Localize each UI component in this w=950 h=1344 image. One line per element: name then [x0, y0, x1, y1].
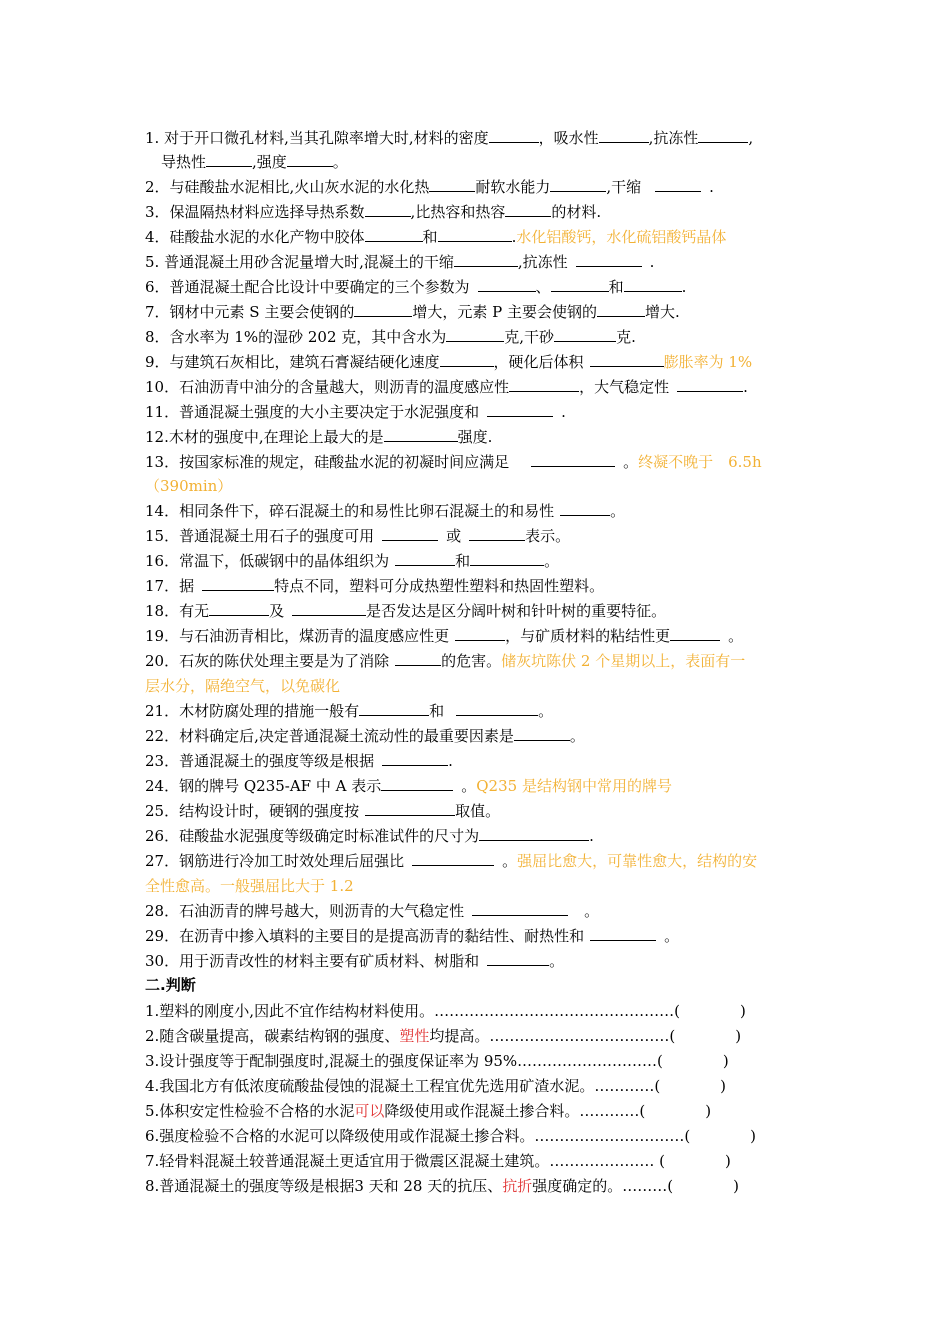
answer-blank[interactable]	[576, 253, 642, 267]
question-25: 25．结构设计时，硬钢的强度按 取值。	[145, 802, 501, 820]
answer-blank[interactable]	[287, 153, 333, 167]
answer-blank[interactable]	[550, 178, 606, 192]
answer-blank[interactable]	[670, 627, 720, 641]
question-10: 10．石油沥青中油分的含量越大，则沥青的温度感应性 ，大气稳定性 .	[145, 378, 748, 396]
answer-note: 储灰坑陈伏 2 个星期以上，表面有一	[501, 652, 746, 670]
question-20: 20．石灰的陈伏处理主要是为了消除 的危害。储灰坑陈伏 2 个星期以上，表面有一	[145, 652, 746, 670]
answer-note: 膨胀率为 1%	[663, 353, 753, 371]
question-13: 13．按国家标准的规定，硅酸盐水泥的初凝时间应满足 。终凝不晚于 6.5h	[145, 453, 762, 471]
answer-note: 层水分，隔绝空气，以免碳化	[145, 677, 341, 695]
answer-note: （390min）	[145, 477, 233, 495]
judge-item: 7.轻骨料混凝土较普通混凝土更适宜用于微震区混凝土建筑。………………… ( )	[145, 1152, 731, 1170]
question-26: 26．硅酸盐水泥强度等级确定时标准试件的尺寸为 .	[145, 827, 594, 845]
answer-blank[interactable]	[472, 902, 568, 916]
answer-blank[interactable]	[365, 228, 423, 242]
judge-item: 8.普通混凝土的强度等级是根据3 天和 28 天的抗压、抗折强度确定的。………( )	[145, 1177, 739, 1195]
question-28: 28．石油沥青的牌号越大，则沥青的大气稳定性 。	[145, 902, 600, 920]
question-3: 3．保温隔热材料应选择导热系数 ,比热容和热容 的材料.	[145, 203, 602, 221]
answer-blank[interactable]	[365, 802, 455, 816]
question-11: 11．普通混凝土强度的大小主要决定于水泥强度和 .	[145, 403, 566, 421]
question-4: 4．硅酸盐水泥的水化产物中胶体 和 .水化铝酸钙，水化硫铝酸钙晶体	[145, 228, 727, 246]
question-29: 29．在沥青中掺入填料的主要目的是提高沥青的黏结性、耐热性和 。	[145, 927, 680, 945]
answer-blank[interactable]	[531, 453, 615, 467]
answer-note: 水化铝酸钙，水化硫铝酸钙晶体	[516, 228, 727, 246]
answer-blank[interactable]	[202, 577, 274, 591]
answer-parenthesis[interactable]: ( )	[669, 1027, 742, 1045]
question-19: 19．与石油沥青相比，煤沥青的温度感应性更 ，与矿质材料的粘结性更 。	[145, 627, 744, 645]
judge-item: 5.体积安定性检验不合格的水泥可以降级使用或作混凝土掺合料。…………( )	[145, 1102, 712, 1120]
question-2: 2．与硅酸盐水泥相比,火山灰水泥的水化热 耐软水能力 ,干缩 .	[145, 178, 714, 196]
answer-blank[interactable]	[624, 278, 682, 292]
answer-blank[interactable]	[206, 153, 252, 167]
answer-blank[interactable]	[395, 552, 455, 566]
answer-blank[interactable]	[429, 178, 475, 192]
answer-parenthesis[interactable]: ( )	[674, 1002, 746, 1020]
answer-blank[interactable]	[590, 353, 664, 367]
question-17: 17．据 特点不同，塑料可分成热塑性塑料和热固性塑料。	[145, 577, 605, 595]
answer-blank[interactable]	[487, 952, 549, 966]
judge-item: 3.设计强度等于配制强度时,混凝土的强度保证率为 95%.………………………( )	[145, 1052, 729, 1070]
answer-blank[interactable]	[382, 527, 438, 541]
answer-parenthesis[interactable]: ( )	[639, 1102, 712, 1120]
answer-blank[interactable]	[698, 129, 748, 143]
answer-blank[interactable]	[478, 278, 536, 292]
answer-note: Q235 是结构钢中常用的牌号	[476, 777, 672, 795]
judge-item: 2.随含碳量提高，碳素结构钢的强度、塑性均提高。………………………………( )	[145, 1027, 742, 1045]
question-15: 15．普通混凝土用石子的强度可用 或 表示。	[145, 527, 571, 545]
question-12: 12.木材的强度中,在理论上最大的是 强度.	[145, 428, 493, 446]
question-1-continued: 导热性 ,强度 。	[161, 153, 348, 171]
question-21: 21．木材防腐处理的措施一般有 和 。	[145, 702, 554, 720]
question-6: 6．普通混凝土配合比设计中要确定的三个参数为 、 和 .	[145, 278, 687, 296]
answer-note: 强屈比愈大，可靠性愈大，结构的安	[517, 852, 758, 870]
question-18: 18．有无 及 是否发达是区分阔叶树和针叶树的重要特征。	[145, 602, 667, 620]
answer-blank[interactable]	[395, 652, 441, 666]
answer-parenthesis[interactable]: ( )	[684, 1127, 757, 1145]
answer-blank[interactable]	[554, 328, 616, 342]
answer-blank[interactable]	[599, 129, 649, 143]
answer-blank[interactable]	[292, 602, 366, 616]
answer-blank[interactable]	[560, 502, 610, 516]
question-1: 1. 对于开口微孔材料,当其孔隙率增大时,材料的密度 ，吸水性 ,抗冻性 ,	[145, 129, 754, 147]
question-5: 5. 普通混凝土用砂含泥量增大时,混凝土的干缩 ,抗冻性 .	[145, 253, 655, 271]
answer-blank[interactable]	[382, 752, 448, 766]
question-24: 24．钢的牌号 Q235-AF 中 A 表示 。Q235 是结构钢中常用的牌号	[145, 777, 672, 795]
answer-blank[interactable]	[454, 253, 518, 267]
question-22: 22．材料确定后,决定普通混凝土流动性的最重要因素是 。	[145, 727, 585, 745]
section-heading: 二.判断	[145, 976, 196, 994]
answer-blank[interactable]	[551, 278, 609, 292]
question-30: 30．用于沥青改性的材料主要有矿质材料、树脂和 。	[145, 952, 565, 970]
answer-blank[interactable]	[412, 852, 494, 866]
question-9: 9．与建筑石灰相比，建筑石膏凝结硬化速度 ，硬化后体积 膨胀率为 1%	[145, 353, 753, 371]
question-7: 7．钢材中元素 S 主要会使钢的 增大，元素 P 主要会使钢的 增大.	[145, 303, 680, 321]
answer-blank[interactable]	[469, 527, 525, 541]
answer-blank[interactable]	[209, 602, 269, 616]
answer-blank[interactable]	[489, 129, 539, 143]
answer-blank[interactable]	[359, 702, 429, 716]
answer-blank[interactable]	[365, 203, 411, 217]
answer-blank[interactable]	[440, 353, 494, 367]
question-27-continued	[145, 877, 354, 895]
question-27: 27．钢筋进行冷加工时效处理后屈强比 。强屈比愈大，可靠性愈大，结构的安	[145, 852, 758, 870]
answer-blank[interactable]	[514, 727, 570, 741]
answer-blank[interactable]	[438, 228, 512, 242]
question-14: 14．相同条件下，碎石混凝土的和易性比卵石混凝土的和易性 。	[145, 502, 626, 520]
answer-blank[interactable]	[446, 328, 504, 342]
judge-item: 1.塑料的刚度小,因此不宜作结构材料使用。…………………………………………( )	[145, 1002, 746, 1020]
answer-parenthesis[interactable]: ( )	[656, 1052, 729, 1070]
answer-blank[interactable]	[354, 303, 412, 317]
answer-blank[interactable]	[505, 203, 551, 217]
question-16: 16．常温下，低碳钢中的晶体组织为 和 。	[145, 552, 560, 570]
question-20-continued	[145, 677, 340, 695]
answer-blank[interactable]	[509, 378, 579, 392]
question-8: 8．含水率为 1%的湿砂 202 克，其中含水为 克,干砂 克.	[145, 328, 636, 346]
answer-blank[interactable]	[479, 827, 589, 841]
answer-blank[interactable]	[381, 777, 453, 791]
answer-parenthesis[interactable]: ( )	[667, 1177, 739, 1195]
answer-blank[interactable]	[590, 927, 656, 941]
answer-blank[interactable]	[597, 303, 645, 317]
answer-parenthesis[interactable]: ( )	[654, 1077, 727, 1095]
answer-blank[interactable]	[384, 428, 458, 442]
question-13-continued	[145, 477, 232, 495]
answer-note: 全性愈高。一般强屈比大于 1.2	[145, 877, 354, 895]
answer-blank[interactable]	[455, 627, 505, 641]
answer-parenthesis[interactable]: ( )	[659, 1152, 731, 1170]
answer-blank[interactable]	[655, 178, 701, 192]
answer-blank[interactable]	[487, 403, 553, 417]
judge-item: 6.强度检验不合格的水泥可以降级使用或作混凝土掺合料。…………………………( )	[145, 1127, 757, 1145]
answer-blank[interactable]	[677, 378, 743, 392]
answer-note: 终凝不晚于 6.5h	[638, 453, 762, 471]
judge-item: 4.我国北方有低浓度硫酸盐侵蚀的混凝土工程宜优先选用矿渣水泥。…………( )	[145, 1077, 727, 1095]
answer-blank[interactable]	[456, 702, 538, 716]
question-23: 23．普通混凝土的强度等级是根据 .	[145, 752, 453, 770]
answer-blank[interactable]	[470, 552, 544, 566]
